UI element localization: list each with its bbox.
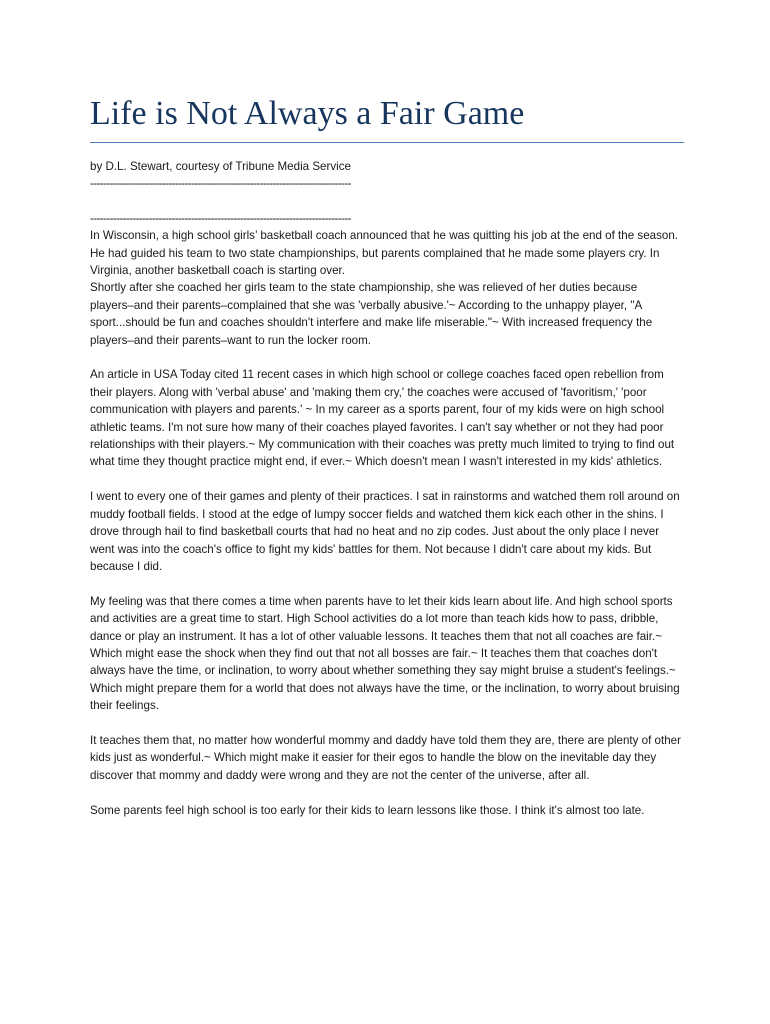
- byline: by D.L. Stewart, courtesy of Tribune Media Service: [90, 160, 351, 173]
- title-underline: [90, 142, 684, 143]
- paragraph-line: In Wisconsin, a high school girls’ basketball coach announced that he was quitting his job at the end of the season. He had guided his team to two state championships, but parents complained that he made some players cry. In Virginia, another basketball coach is starting over.: [90, 229, 678, 278]
- paragraph-line: Some parents feel high school is too early for their kids to learn lessons like those. I think it's almost too late.: [90, 803, 645, 817]
- paragraph-5: [90, 732, 684, 784]
- paragraph-4: [90, 593, 684, 715]
- separator-gap: [90, 193, 684, 210]
- paragraph-1: [90, 227, 684, 349]
- paragraph-line: An article in USA Today cited 11 recent cases in which high school or college coaches faced open rebellion from their players. Along with 'verbal abuse' and 'making them cry,' the coaches were accused of 'favoritism,' 'poor communication with players and parents.' ~ In my career as a sports parent, four of my kids were on high school athletic teams. I'm not sure how many of their coaches played favorites. I can't say whether or not they had poor relationships with their players.~ My communication with their coaches was pretty much limited to trying to find out what time they thought practice might end, if ever.~ Which doesn't mean I wasn't interested in my kids' athletics.: [90, 368, 675, 469]
- paragraph-line: Shortly after she coached her girls team to the state championship, she was relieved of her duties because players–and their parents–complained that she was 'verbally abusive.'~ According to the unhappy player, "A sport...should be fun and coaches shouldn't interfere and make life miserable."~ With increased frequency the players–and their parents–want to run the locker room.: [90, 281, 653, 347]
- document-page: [90, 92, 684, 836]
- paragraph-2: [90, 366, 684, 470]
- paragraph-line: It teaches them that, no matter how wonderful mommy and daddy have told them they are, there are plenty of other kids just as wonderful.~ Which might make it easier for their egos to handle the blow on the inevitable day they discover that mommy and daddy were wrong and they are not the center of the universe, after all.: [90, 733, 681, 782]
- separator-line-2: --------------------------------------------------------------------------------: [90, 211, 351, 225]
- paragraph-line: I went to every one of their games and plenty of their practices. I sat in rainstorms and watched them roll around on muddy football fields. I stood at the edge of lumpy soccer fields and watched them kick each other in the shins. I drove through hail to find basketball courts that had no heat and no zip codes. Just about the only place I never went was into the coach's office to fight my kids' battles for them. Not because I didn't care about my kids. But because I did.: [90, 490, 680, 573]
- document-title: Life is Not Always a Fair Game: [90, 95, 525, 132]
- separator-line-1: --------------------------------------------------------------------------------: [90, 177, 351, 191]
- paragraph-6: [90, 802, 684, 819]
- paragraph-3: [90, 488, 684, 575]
- paragraph-line: My feeling was that there comes a time when parents have to let their kids learn about life. And high school sports and activities are a great time to start. High School activities do a lot more than teach kids how to pass, dribble, dance or play an instrument. It has a lot of other valuable lessons. It teaches them that not all coaches are fair.~ Which might ease the shock when they find out that not all bosses are fair.~ It teaches them that coaches don't always have the time, or inclination, to worry about whether something they say might bruise a student's feelings.~ Which might prepare them for a world that does not always have the time, or the inclination, to worry about bruising their feelings.: [90, 594, 680, 713]
